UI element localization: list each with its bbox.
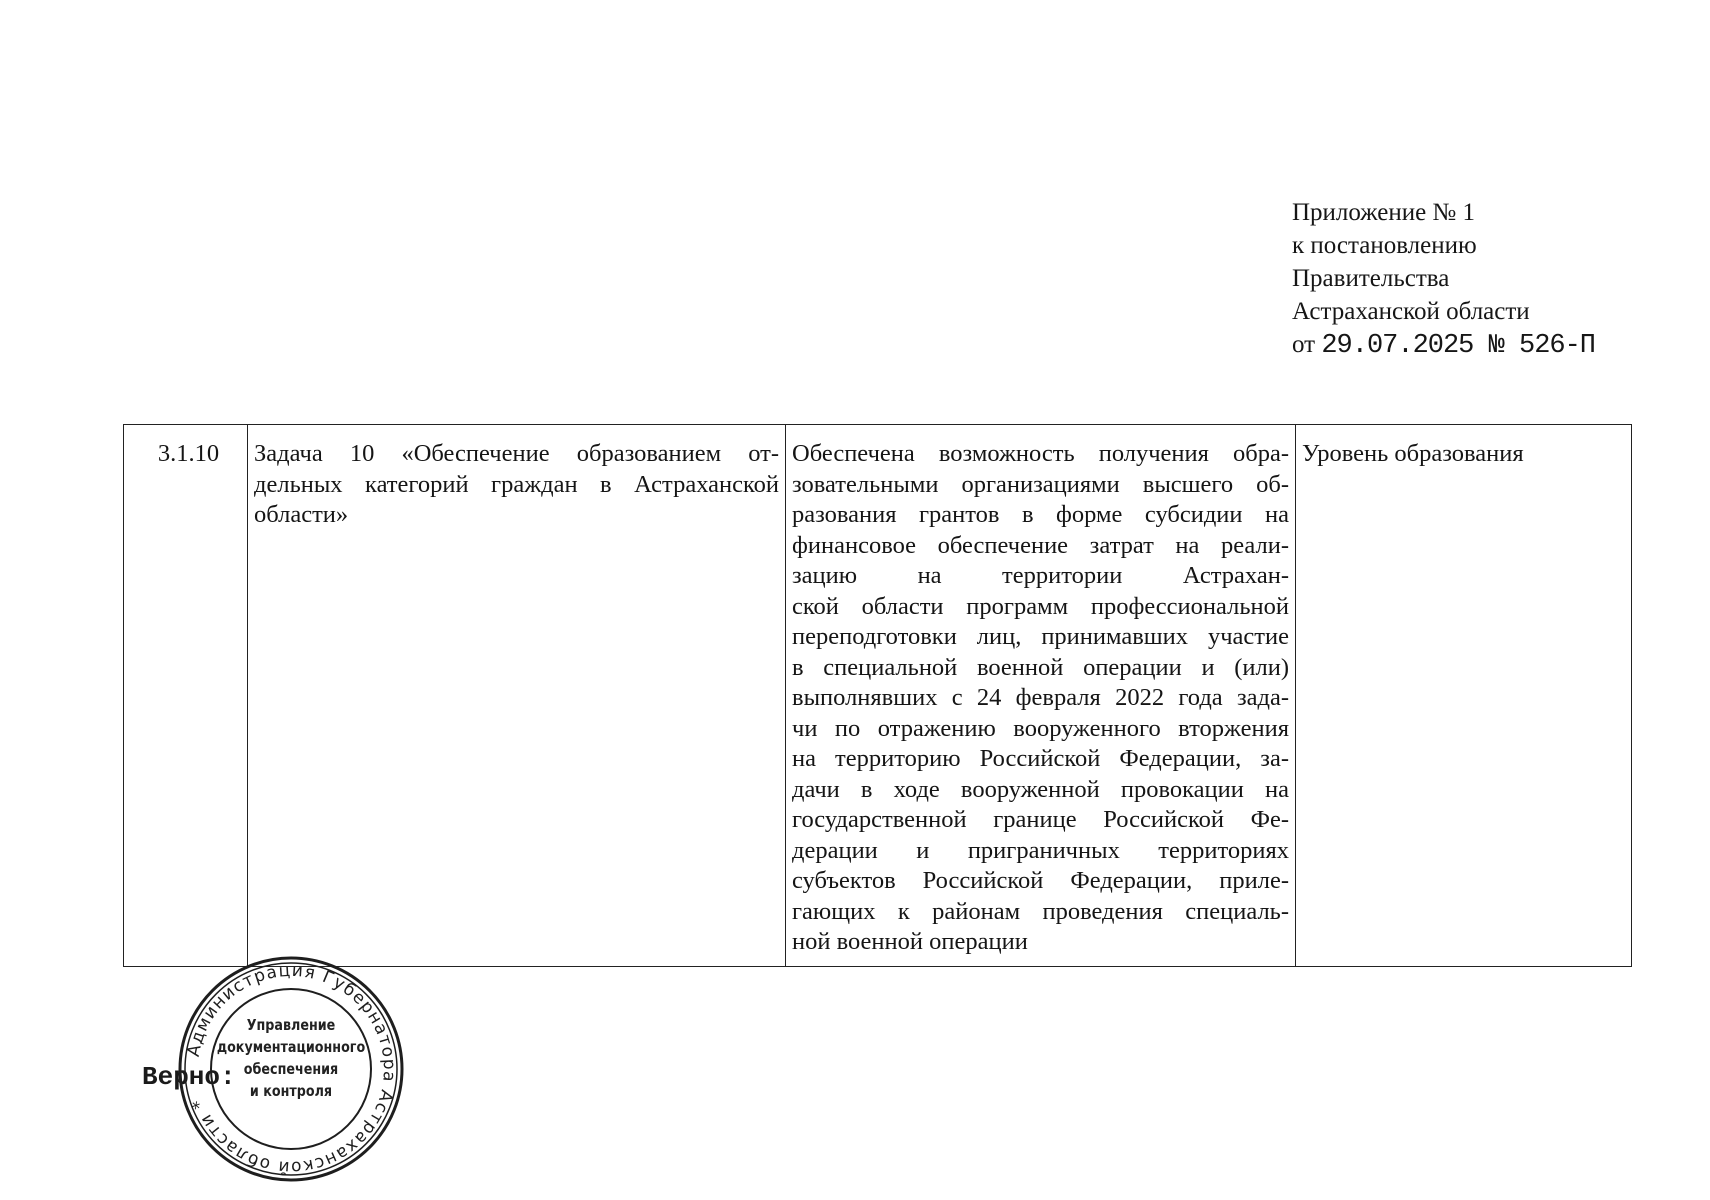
- task-line: Задача 10 «Обеспечение образованием от-: [254, 440, 779, 467]
- result-last-line: ной военной операции: [792, 928, 1028, 955]
- seal-line: обеспечения: [243, 1060, 339, 1078]
- appendix-line-resolution: к постановлению: [1292, 232, 1477, 259]
- official-seal: [176, 954, 406, 1184]
- result-line: дерации и приграничных территориях: [792, 836, 1289, 864]
- level-cell: [1296, 425, 1632, 967]
- seal-line: документационного: [216, 1038, 366, 1056]
- appendix-header: [1292, 196, 1595, 363]
- appendix-line-government: Правительства: [1292, 265, 1450, 292]
- appendix-date-line: [1292, 328, 1595, 363]
- appendix-line-region: Астраханской области: [1292, 298, 1530, 325]
- result-line: разования грантов в форме субсидии на: [792, 501, 1289, 528]
- seal-line: и контроля: [249, 1082, 333, 1100]
- appendix-title: Приложение № 1: [1292, 199, 1476, 226]
- seal-line: Управление: [246, 1016, 336, 1034]
- row-number-cell: [124, 425, 248, 967]
- result-line: государственной границе Российской Фе-: [792, 806, 1289, 833]
- result-line: выполнявших с 24 февраля 2022 года зада-: [792, 684, 1289, 711]
- result-line: Обеспечена возможность получения обра-: [792, 440, 1289, 467]
- task-cell: [248, 425, 786, 967]
- result-line: в специальной военной операции и (или): [792, 653, 1289, 681]
- task-line: дельных категорий граждан в Астраханской: [254, 470, 779, 498]
- seal-ring-text: Администрация Губернатора Астраханской области *: [183, 960, 400, 1178]
- task-line: области»: [254, 501, 349, 528]
- result-line: на территорию Российской Федерации, за-: [792, 745, 1289, 772]
- result-cell: [786, 425, 1296, 967]
- result-line: ской области программ профессиональной: [792, 592, 1289, 620]
- level-text: Уровень образования: [1302, 440, 1524, 467]
- appendix-date-prefix: от: [1292, 331, 1322, 358]
- result-line: переподготовки лиц, принимавших участие: [792, 623, 1289, 650]
- result-line: финансовое обеспечение затрат на реали-: [792, 531, 1289, 559]
- measures-table: [123, 424, 1632, 967]
- certification-label: Верно:: [142, 1062, 236, 1092]
- result-line: субъектов Российской Федерации, приле-: [792, 867, 1289, 894]
- result-line: зацию на территории Астрахан-: [792, 562, 1289, 589]
- row-number: 3.1.10: [157, 440, 220, 467]
- result-line: дачи в ходе вооруженной провокации на: [792, 775, 1289, 803]
- table-row: [124, 425, 1632, 967]
- result-line: чи по отражению вооруженного вторжения: [792, 714, 1289, 742]
- result-line: гающих к районам проведения специаль-: [792, 897, 1289, 925]
- seal-center-text: [197, 1014, 386, 1102]
- appendix-date-number: 29.07.2025 № 526-П: [1321, 331, 1596, 361]
- result-line: зовательными организациями высшего об-: [792, 470, 1289, 498]
